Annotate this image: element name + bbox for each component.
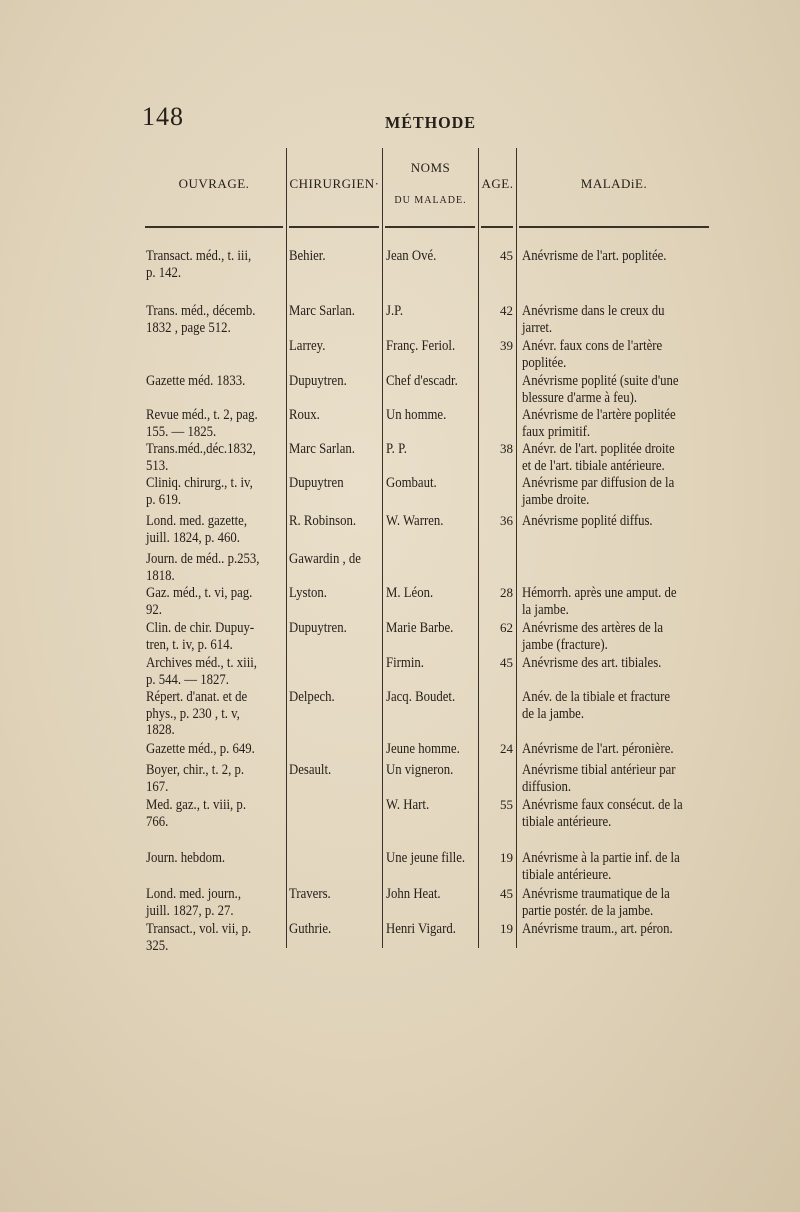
cell-nom: Marie Barbe. [386, 620, 454, 636]
cell-ouvrage: Gazette méd. 1833. [146, 373, 246, 389]
cell-nom: Gombaut. [386, 475, 437, 491]
cell-age: 45 [500, 248, 513, 263]
cell-chirurgien: Marc Sarlan. [289, 303, 355, 319]
header-rule [519, 226, 709, 228]
cell-ouvrage: Archives méd., t. xiii, p. 544. — 1827. [146, 655, 258, 688]
cell-nom: Jacq. Boudet. [386, 689, 456, 705]
cell-nom: Firmin. [386, 655, 424, 671]
header-du-malade: DU MALADE. [394, 195, 467, 206]
cell-nom: John Heat. [386, 886, 441, 902]
cell-ouvrage: Transact. méd., t. iii, p. 142. [146, 248, 252, 281]
cell-ouvrage: Journ. de méd.. p.253, 1818. [146, 551, 260, 584]
cell-maladie: Anévrisme des art. tibiales. [522, 655, 662, 671]
cell-nom: Jeune homme. [386, 741, 460, 757]
cell-nom: M. Léon. [386, 585, 434, 601]
cell-maladie: Anévrisme de l'art. poplitée. [522, 248, 667, 264]
cell-ouvrage: Trans. méd., décemb. 1832 , page 512. [146, 303, 256, 336]
cell-ouvrage: Revue méd., t. 2, pag. 155. — 1825. [146, 407, 258, 440]
cell-maladie: Anévrisme à la partie inf. de la tibiale antérieure. [522, 850, 680, 883]
cell-ouvrage: Med. gaz., t. viii, p. 766. [146, 797, 247, 830]
cell-maladie: Anévrisme traumatique de la partie postér. de la jambe. [522, 886, 670, 919]
cell-age: 45 [500, 886, 513, 901]
header-age: AGE. [481, 176, 514, 191]
cell-maladie: Anévrisme poplité (suite d'une blessure d'arme à feu). [522, 373, 679, 406]
cell-maladie: Anévrisme poplité diffus. [522, 513, 653, 529]
column-divider [516, 148, 517, 948]
cell-maladie: Anévrisme tibial antérieur par diffusion. [522, 762, 676, 795]
header-chirurgien: CHIRURGIEN· [289, 176, 380, 191]
cell-ouvrage: Cliniq. chirurg., t. iv, p. 619. [146, 475, 253, 508]
cell-chirurgien: Lyston. [289, 585, 327, 601]
cell-nom: Jean Ové. [386, 248, 437, 264]
cell-age: 28 [500, 585, 513, 600]
cell-maladie: Anévrisme des artères de la jambe (fracture). [522, 620, 664, 653]
cell-ouvrage: Boyer, chir., t. 2, p. 167. [146, 762, 245, 795]
cell-nom: Une jeune fille. [386, 850, 466, 866]
cell-age: 36 [500, 513, 513, 528]
page-number: 148 [142, 102, 184, 131]
cell-age: 19 [500, 921, 513, 936]
cell-maladie: Anév. de la tibiale et fracture de la jambe. [522, 689, 671, 722]
cell-nom: Un vigneron. [386, 762, 454, 778]
header-maladie: MALADiE. [580, 176, 648, 191]
column-divider [286, 148, 287, 948]
cell-age: 55 [500, 797, 513, 812]
cell-maladie: Anévrisme dans le creux du jarret. [522, 303, 665, 336]
cell-chirurgien: R. Robinson. [289, 513, 357, 529]
cell-maladie: Anévrisme de l'artère poplitée faux primitif. [522, 407, 676, 440]
cell-chirurgien: Guthrie. [289, 921, 332, 937]
cell-age: 62 [500, 620, 513, 635]
cell-maladie: Anévrisme par diffusion de la jambe droite. [522, 475, 675, 508]
cell-maladie: Hémorrh. après une amput. de la jambe. [522, 585, 677, 618]
header-rule [289, 226, 379, 228]
header-noms: NOMS [410, 160, 451, 175]
cell-chirurgien: Behier. [289, 248, 326, 264]
cell-ouvrage: Répert. d'anat. et de phys., p. 230 , t. v, 1828. [146, 689, 248, 738]
cell-ouvrage: Lond. med. gazette, juill. 1824, p. 460. [146, 513, 248, 546]
cell-chirurgien: Delpech. [289, 689, 335, 705]
running-title: MÉTHODE [385, 113, 477, 132]
column-divider [382, 148, 383, 948]
cell-chirurgien: Dupuytren [289, 475, 344, 491]
cell-nom: Chef d'escadr. [386, 373, 458, 389]
cell-chirurgien: Travers. [289, 886, 331, 902]
cell-ouvrage: Trans.méd.,déc.1832, 513. [146, 441, 256, 474]
cell-nom: Un homme. [386, 407, 447, 423]
cell-chirurgien: Desault. [289, 762, 332, 778]
cell-maladie: Anévrisme traum., art. péron. [522, 921, 673, 937]
header-rule [145, 226, 283, 228]
cell-chirurgien: Marc Sarlan. [289, 441, 355, 457]
cell-ouvrage: Gaz. méd., t. vi, pag. 92. [146, 585, 253, 618]
cell-age: 24 [500, 741, 513, 756]
cell-age: 42 [500, 303, 513, 318]
cell-chirurgien: Gawardin , de [289, 551, 361, 567]
cell-ouvrage: Journ. hebdom. [146, 850, 226, 866]
cell-maladie: Anévrisme de l'art. péronière. [522, 741, 674, 757]
cell-chirurgien: Roux. [289, 407, 320, 423]
cell-ouvrage: Gazette méd., p. 649. [146, 741, 255, 757]
cell-ouvrage: Transact., vol. vii, p. 325. [146, 921, 252, 954]
cell-age: 39 [500, 338, 513, 353]
cell-nom: Henri Vigard. [386, 921, 456, 937]
cell-nom: W. Warren. [386, 513, 444, 529]
cell-maladie: Anévr. faux cons de l'artère poplitée. [522, 338, 663, 371]
cell-nom: P. P. [386, 441, 407, 457]
cell-chirurgien: Larrey. [289, 338, 326, 354]
cell-nom: J.P. [386, 303, 404, 319]
header-rule [385, 226, 475, 228]
cell-nom: W. Hart. [386, 797, 430, 813]
cell-ouvrage: Lond. med. journ., juill. 1827, p. 27. [146, 886, 242, 919]
cell-maladie: Anévrisme faux consécut. de la tibiale antérieure. [522, 797, 683, 830]
cell-age: 38 [500, 441, 513, 456]
cell-ouvrage: Clin. de chir. Dupuy- tren, t. iv, p. 614. [146, 620, 255, 653]
header-ouvrage: OUVRAGE. [178, 176, 250, 191]
header-rule [481, 226, 513, 228]
cell-age: 45 [500, 655, 513, 670]
cell-chirurgien: Dupuytren. [289, 620, 347, 636]
cell-chirurgien: Dupuytren. [289, 373, 347, 389]
cell-age: 19 [500, 850, 513, 865]
cell-maladie: Anévr. de l'art. poplitée droite et de l'art. tibiale antérieure. [522, 441, 675, 474]
column-divider [478, 148, 479, 948]
cell-nom: Franç. Feriol. [386, 338, 456, 354]
